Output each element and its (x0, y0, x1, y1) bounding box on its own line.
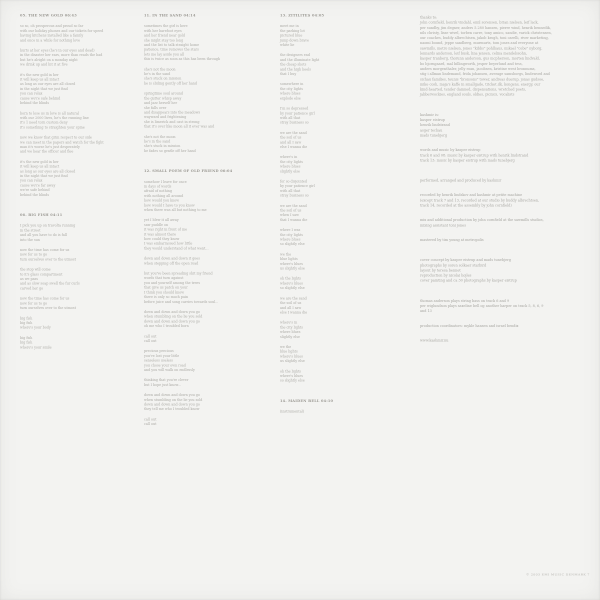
stanza (144, 378, 264, 387)
credit-line: anders morgenthaler, jelly roan, jacobsen, kristine west bronnums, (420, 66, 536, 71)
credit-line: thanks to: (420, 15, 438, 20)
lyric-line: he's in the sand (144, 139, 171, 144)
track-header: 13. ZITILITES 04:05 (280, 13, 325, 18)
track-header: 14. MAIDEN BELL 04:10 (280, 398, 334, 403)
lyric-line: where's your smile (20, 345, 52, 350)
lyric-line: the city lights (280, 325, 303, 330)
lyric-line: in the disaster her ears, more than reads the bad (20, 53, 103, 58)
lyric-line: saw puddle on (144, 222, 169, 227)
lyric-line: and you will walk on endlessly (144, 367, 195, 372)
stanza (280, 321, 375, 340)
credit-line: our coaches, buddy albrechtsen, jakob krogh, toni carelli, river marketing, (420, 36, 549, 41)
track-header: 05. THE NEW GOLD 06:43 (20, 13, 77, 18)
lyric-line: she's stuck in mission (144, 144, 181, 149)
lyric-line: we drink up and hit it at five (20, 62, 68, 67)
lyric-line: pictured blue (280, 33, 303, 38)
credit-line: henrik lindstrand (420, 123, 450, 128)
lyric-line: we're safe behind (20, 188, 50, 193)
credits-block (420, 237, 593, 242)
credit-line: stig i allman lindemand, frida johansen, average samsborgs, lindeword and (420, 72, 550, 77)
stanza (144, 349, 264, 373)
credit-line: kasper tranberg, thorunn anderson, gus mcpherson, morten lindvald, (420, 56, 540, 61)
lyric-line: and all you have to do is fall (20, 233, 67, 238)
lyric-line: where blues (280, 164, 301, 169)
lyric-line: where's blues (280, 354, 304, 359)
lyric-line: it will keep us all intact (20, 77, 60, 82)
credits-block (420, 338, 593, 343)
lyric-line: big fish (20, 340, 33, 345)
stanza (280, 107, 375, 126)
lyric-line: it's 1 need torn custom deny (20, 120, 68, 125)
lyric-line: when I saw (280, 213, 299, 218)
lyric-line: turn ourselves over to the utmost (20, 306, 76, 311)
lyric-line: in days of words (144, 184, 172, 189)
lyrics-column-2 (144, 13, 264, 432)
page-marker: © 2003 EMI MUSIC DENMARK 7 (526, 573, 590, 577)
lyric-line: the city lights (280, 86, 303, 91)
credits-column (420, 15, 593, 353)
lyric-line: the stop will come (20, 267, 51, 272)
stanza (280, 82, 375, 101)
stanza (144, 92, 264, 130)
lyric-line: stray business so (280, 193, 309, 198)
stanza (144, 257, 264, 266)
lyric-line: down and down and down you go (144, 393, 200, 398)
credit-line: jabberwockies, england souls, oldies, picnics, vocalists (420, 92, 515, 97)
stanza (144, 310, 264, 329)
lyric-line: as long as our eyes are all closed (20, 169, 76, 174)
lyric-line: white lie (280, 43, 295, 48)
lyric-line: we can meet in the papers and watch for the fight (20, 140, 104, 145)
lyric-line: that I buy (280, 72, 297, 77)
lyric-line: where's blues (280, 281, 304, 286)
track-header: 11. IN THE SAND 04:14 (144, 13, 196, 18)
lyric-line: blue lights (280, 257, 298, 262)
lyric-line: words that turn against (144, 276, 184, 281)
lyric-line: as long as our eyes are all closed (20, 82, 76, 87)
lyric-line: you and yourself among the trees (144, 280, 201, 285)
lyric-line: the parking lot (280, 28, 305, 33)
lyric-line: yet I blew it all away (144, 218, 179, 223)
lyric-line: afraid of nothing (144, 189, 173, 194)
stanza (144, 135, 264, 154)
track-section (144, 169, 264, 427)
credit-line: sichau families, teunis "bronsons" tower, andreas duerup, jonas gudsoe, (420, 77, 545, 82)
lyric-line: the soil of us (280, 135, 302, 140)
lyric-line: (instrumental) (280, 409, 305, 414)
credit-line: bo bjorngaard, mal billingworth, jesper beyerlund and tess, (420, 61, 523, 66)
lyric-line: now we know that grim respect to our side (20, 135, 92, 140)
lyric-line: and the high heels (280, 67, 311, 72)
lyric-line: the cheap shots (280, 62, 307, 67)
lyric-line: call out (144, 422, 157, 427)
lyric-line: having kitchens installed like a family (20, 33, 84, 38)
credit-line: mastered by tim young at metropolis (420, 237, 484, 242)
credit-line: john cornfield, henrik vindahl, emil sorensen, brian nielsen, leif lack, (420, 20, 539, 25)
lyric-line: that I wanna die (280, 217, 308, 222)
lyric-line: the city lights (280, 232, 303, 237)
lyric-line: senseless useless (144, 358, 174, 363)
lyric-line: where's in (280, 155, 298, 160)
stanza (144, 180, 264, 213)
lyric-line: behind the blinds (20, 192, 50, 197)
lyric-line: where's in (280, 320, 298, 325)
lyric-line: sometimes the girl is here (144, 24, 188, 29)
lyric-line: but you've been spreading shit my friend (144, 271, 213, 276)
lyric-line: now the time has come for us (20, 248, 70, 253)
credit-line: sawmills, metro nielsen, jones "kibbs" pohlhaus, mikael "cobe" nyborg, (420, 46, 543, 51)
lyric-line: oh the lights (280, 276, 301, 281)
lyric-line: lets me lay aside you all (144, 52, 185, 57)
lyric-line: it was almost there (144, 232, 177, 237)
stanza (280, 179, 375, 198)
lyric-line: man it's worse he's just desperately (20, 144, 80, 149)
lyric-line: so slightly else (280, 286, 305, 291)
lyric-line: and all I saw (280, 305, 302, 310)
lyric-line: you can relax (20, 91, 43, 96)
lyric-line: precious precious (144, 349, 174, 354)
lyric-line: down and down and down you go (144, 319, 200, 324)
lyric-line: thinking that you're clever (144, 378, 189, 383)
lyric-line: where blues (280, 237, 301, 242)
lyric-line: by your patience girl (280, 111, 315, 116)
stanza (280, 204, 375, 223)
lyric-line: the city lights (280, 159, 303, 164)
lyric-line: I pick you up on travolta running (20, 223, 76, 228)
lyric-line: he fades so gentle off her hand (144, 148, 196, 153)
lyric-line: it's the new gold in her (20, 72, 59, 77)
lyric-line: so slightly else (280, 378, 305, 383)
stanza (144, 334, 264, 343)
lyric-line: you chose your own road (144, 363, 186, 368)
lyric-line: she's stuck on mission (144, 76, 182, 81)
lyric-line: the gutter whisp away (144, 96, 182, 101)
lyric-line: blue lights (280, 349, 298, 354)
lyric-line: wayward and frightening (144, 115, 187, 120)
stanza (280, 24, 375, 48)
track-section (20, 213, 145, 350)
lyric-line: in the night that we just find (20, 86, 68, 91)
lyric-line: into the sun (20, 237, 40, 242)
lyric-line: where blues (280, 91, 301, 96)
lyric-line: the designers end (280, 53, 310, 58)
lyric-line: call out (144, 338, 157, 343)
credits-block (420, 323, 593, 328)
credit-line: and 13 (420, 309, 432, 314)
track-section (20, 13, 145, 198)
lyric-line: where I was (280, 228, 301, 233)
lyric-line: oh me who I troubled born (144, 324, 189, 329)
credit-line: mix and additional production by john cornfield at the sawmills studios, (420, 218, 544, 223)
lyric-line: he is sliding gently off her hand (144, 81, 198, 86)
lyric-line: somewhere in (280, 82, 304, 87)
credit-line: (except track 7 and 13, recorded at our studio by buddy albrechtsen, (420, 198, 540, 203)
lyric-line: for so disjointed (280, 179, 307, 184)
lyric-line: so so, oh prosperous and proud so far (20, 24, 84, 29)
lyric-line: before juice and song carries towards soul... (144, 299, 219, 304)
lyric-line: the soil of us (280, 208, 302, 213)
credit-line: per wiglundson plays saxeline bell og another harper on track 5, 8, 6, 9 (420, 303, 544, 308)
lyric-line: we the (280, 252, 292, 257)
stanza (280, 410, 375, 415)
lyric-line: explode else (280, 96, 301, 101)
lyric-line: and her friend near gold (144, 33, 185, 38)
stanza (20, 160, 145, 198)
lyric-line: and jazz herself her (144, 101, 178, 106)
lyric-line: how would you know (144, 198, 180, 203)
lyric-line: and the list to talk straight home (144, 43, 200, 48)
credits-block (420, 15, 593, 97)
lyric-line: meet me in (280, 24, 299, 29)
credits-block (420, 258, 593, 284)
lyric-line: cause we're safe behind (20, 96, 61, 101)
lyric-line: that it's over like moon all it ever was and (144, 124, 215, 129)
lyric-line: us slightly else (280, 359, 305, 364)
track-section (144, 13, 264, 154)
lyric-line: and once in a while for nothing love (20, 38, 81, 43)
lyric-line: else I wanna die (280, 310, 308, 315)
stanza (280, 369, 375, 383)
lyric-line: it's something to straighten your spine (20, 125, 85, 130)
lyric-line: slightly else (280, 169, 300, 174)
lyric-line: he's in the sand (144, 72, 171, 77)
stanza (20, 297, 145, 311)
credit-line: track 13: music by kasper eistrup with mads tunebjerg (420, 158, 515, 163)
lyric-line: with all that (280, 188, 301, 193)
lyric-line: it will keep us all intact (20, 164, 60, 169)
lyric-line: with our holiday phones and our tickets for speed (20, 28, 104, 33)
lyric-line: how would I have to you know (144, 203, 195, 208)
lyric-line: slightly else (280, 334, 300, 339)
lyric-line: how could they know (144, 237, 180, 242)
lyric-line: she falls over (144, 105, 167, 110)
lyric-line: but I hope just know... (144, 382, 182, 387)
lyric-line: down and down and down you go (144, 309, 200, 314)
credit-line: track 6 and 08: music by kasper eistrup with henrik lindstrand (420, 153, 529, 158)
stanza (144, 417, 264, 426)
stanza (280, 252, 375, 271)
lyric-line: when stumbling on the lie you sold (144, 314, 203, 319)
stanza (280, 155, 375, 174)
lyric-line: born to lose us in love is all natural (20, 111, 79, 116)
stanza (20, 248, 145, 262)
lyric-line: call out (144, 417, 157, 422)
lyric-line: they tell me who I troubled know (144, 407, 200, 412)
stanza (20, 24, 145, 43)
credit-line: thomas anderson plays string bass on track 6 and 9 (420, 298, 510, 303)
lyric-line: now for us to go (20, 301, 48, 306)
lyrics-column-3 (280, 13, 375, 420)
credit-line: kashmir is: (420, 112, 440, 117)
lyric-line: that give us patch on your (144, 285, 188, 290)
lyric-line: stray business so (280, 120, 309, 125)
lyric-line: turn ourselves over to the utmost (20, 257, 76, 262)
track-header: 12. SMALL POEM OF OLD FRIEND 06:04 (144, 168, 233, 174)
credits-block (420, 298, 593, 313)
stanza (20, 268, 145, 292)
lyric-line: this is twice as soon as this has been through (144, 57, 220, 62)
credit-line: photographs by soren solkaer starbird (420, 263, 487, 268)
credit-line: per sundby, jim degner, anders 5.280 hansen, pierre wind, henrik bennedik, (420, 25, 551, 30)
credit-line: cover painting and ca 30 photographs by kasper eistrup (420, 278, 517, 283)
stanza (20, 316, 145, 330)
lyric-line: they would understand of what went... (144, 246, 209, 251)
credit-line: mixing assistant toni jones (420, 223, 466, 228)
lyric-line: patience, time removes the stars (144, 47, 199, 52)
lyric-line: now for us to go (20, 252, 48, 257)
lyric-line: carved her go (20, 286, 44, 291)
lyric-line: with her barefoot eyes (144, 28, 182, 33)
lyric-line: you can relax (20, 178, 43, 183)
stanza (280, 345, 375, 364)
lyric-line: with all that (280, 115, 301, 120)
credit-line: mads tunebjerg (420, 133, 448, 138)
lyric-line: but he's alright on a monday night (20, 57, 78, 62)
lyric-line: she is limerick and cast in strong (144, 119, 200, 124)
lyric-line: with nothing all around (144, 193, 184, 198)
credit-line: performed, arranged and produced by kashmir (420, 178, 502, 183)
stanza (144, 393, 264, 412)
lyric-line: and the illuminate light (280, 57, 320, 62)
lyric-line: we the (280, 344, 292, 349)
lyric-line: in the street (20, 228, 41, 233)
lyric-line: by your patience girl (280, 184, 315, 189)
stanza (144, 218, 264, 251)
lyric-line: else I wanna die (280, 144, 308, 149)
credit-line: lennards anderson, leif busk, lina jensen, celina mendelssohn, (420, 51, 528, 56)
track-section (280, 13, 375, 383)
lyric-line: jump down brave (280, 38, 309, 43)
lyric-line: she's not the moon (144, 134, 176, 139)
lyric-line: big fish (20, 320, 33, 325)
lyric-line: oh the lights (280, 369, 301, 374)
lyric-line: and we hear the officer and flee (20, 149, 74, 154)
lyric-line: there is only so much pain (144, 295, 189, 300)
credits-block (420, 148, 593, 163)
stanza (144, 24, 264, 62)
credits-block (420, 178, 593, 183)
lyric-line: down and down and down it goes (144, 256, 200, 261)
credit-line: mike cosh, maja's kaffe in smallgade, tricket.dk, kongens, energy, our (420, 82, 541, 87)
stanza (144, 272, 264, 305)
credit-line: cover concept by kasper eistrup and mads tunebjerg (420, 258, 511, 263)
credit-line: www.kashmir.nu (420, 338, 449, 343)
credits-block (420, 193, 593, 208)
credit-line: asger techau (420, 128, 443, 133)
credit-line: kind-hearted, tender damned, dispensations, wretched poets, (420, 87, 527, 92)
credit-line: recorded by henrik lindskov and kashmir at petite machine (420, 193, 523, 198)
lyric-line: I was embarrassed how little (144, 241, 193, 246)
credit-line: track 14, recorded at the assembly by john cornfield) (420, 203, 512, 208)
lyric-line: we are the sand (280, 296, 307, 301)
stanza (280, 131, 375, 150)
track-header: 06. BIG FISH 04:11 (20, 212, 63, 217)
lyric-line: behind the blinds (20, 101, 50, 106)
stanza (20, 73, 145, 106)
lyric-line: now the time has come for us (20, 296, 70, 301)
lyric-line: somehow I leave for once (144, 179, 187, 184)
stanza (280, 53, 375, 77)
lyric-line: we are the sand (280, 130, 307, 135)
lyric-line: hurts at her eyes (he's in our eyes and dead) (20, 48, 95, 53)
credit-line: naomi bound, jeppe sandberg, murmurts, tom jones and everyone at (420, 41, 539, 46)
lyric-line: big fish (20, 316, 33, 321)
credits-block (420, 218, 593, 228)
stanza (280, 296, 375, 315)
stanza (20, 336, 145, 350)
lyric-line: in the night that we just find (20, 173, 68, 178)
stanza (20, 111, 145, 130)
lyric-line: where's blues (280, 261, 304, 266)
credit-line: kasper eistrup (420, 118, 445, 123)
lyric-line: I think you should know (144, 290, 185, 295)
lyric-line: big fish (20, 335, 33, 340)
lyric-line: when stumbling on the lie you sold (144, 397, 203, 402)
credits-block (420, 112, 593, 138)
stanza (20, 49, 145, 68)
credit-line: words and music by kasper eistrup (420, 148, 481, 153)
lyric-line: to it's glass compartment (20, 272, 63, 277)
lyric-line: and as slow soap swell the fur curls (20, 281, 80, 286)
stanza (280, 228, 375, 247)
lyric-line: it's the new gold in her (20, 159, 59, 164)
lyric-line: where blues (280, 330, 301, 335)
lyric-line: I'm so depressed (280, 106, 309, 111)
track-section (280, 398, 375, 414)
stanza (280, 277, 375, 291)
stanza (20, 136, 145, 155)
lyric-line: us slightly else (280, 266, 305, 271)
credit-line: production coordinators: mykle hansen and israel bendix (420, 323, 519, 328)
lyrics-column-1 (20, 13, 145, 355)
lyric-line: as we pass (20, 277, 38, 282)
lyric-line: with our 2000 lives, he's the running line (20, 115, 89, 120)
lyric-line: it was right in front of me (144, 227, 188, 232)
lyric-line: springtime soul around (144, 91, 183, 96)
lyric-line: where's your body (20, 325, 51, 330)
lyric-line: so slightly else (280, 242, 305, 247)
lyric-line: and all I saw (280, 140, 302, 145)
lyric-line: when stepping off the open road (144, 261, 199, 266)
lyric-line: the soil of us (280, 301, 302, 306)
lyric-line: where's blues (280, 373, 304, 378)
lyric-line: call out (144, 334, 157, 339)
stanza (144, 67, 264, 86)
lyric-line: and disappears into the meadows (144, 110, 201, 115)
lyric-line: down and down and down you go (144, 402, 200, 407)
lyric-line: you've lost your little (144, 353, 180, 358)
lyric-line: cause we're far away (20, 183, 56, 188)
stanza (20, 224, 145, 243)
lyric-line: when there was all but nothing to me (144, 208, 207, 212)
credit-line: nils christy, lisse wivel, torben carre, tony amico, sandie, varick christensen, (420, 30, 552, 35)
lyric-line: she's not the moon (144, 67, 176, 72)
credit-line: reproduction by nicolai hojles (420, 273, 472, 278)
lyric-line: she might stay too long (144, 38, 184, 43)
credit-line: layout by teresa bennet (420, 268, 461, 273)
lyric-line: we are the sand (280, 203, 307, 208)
